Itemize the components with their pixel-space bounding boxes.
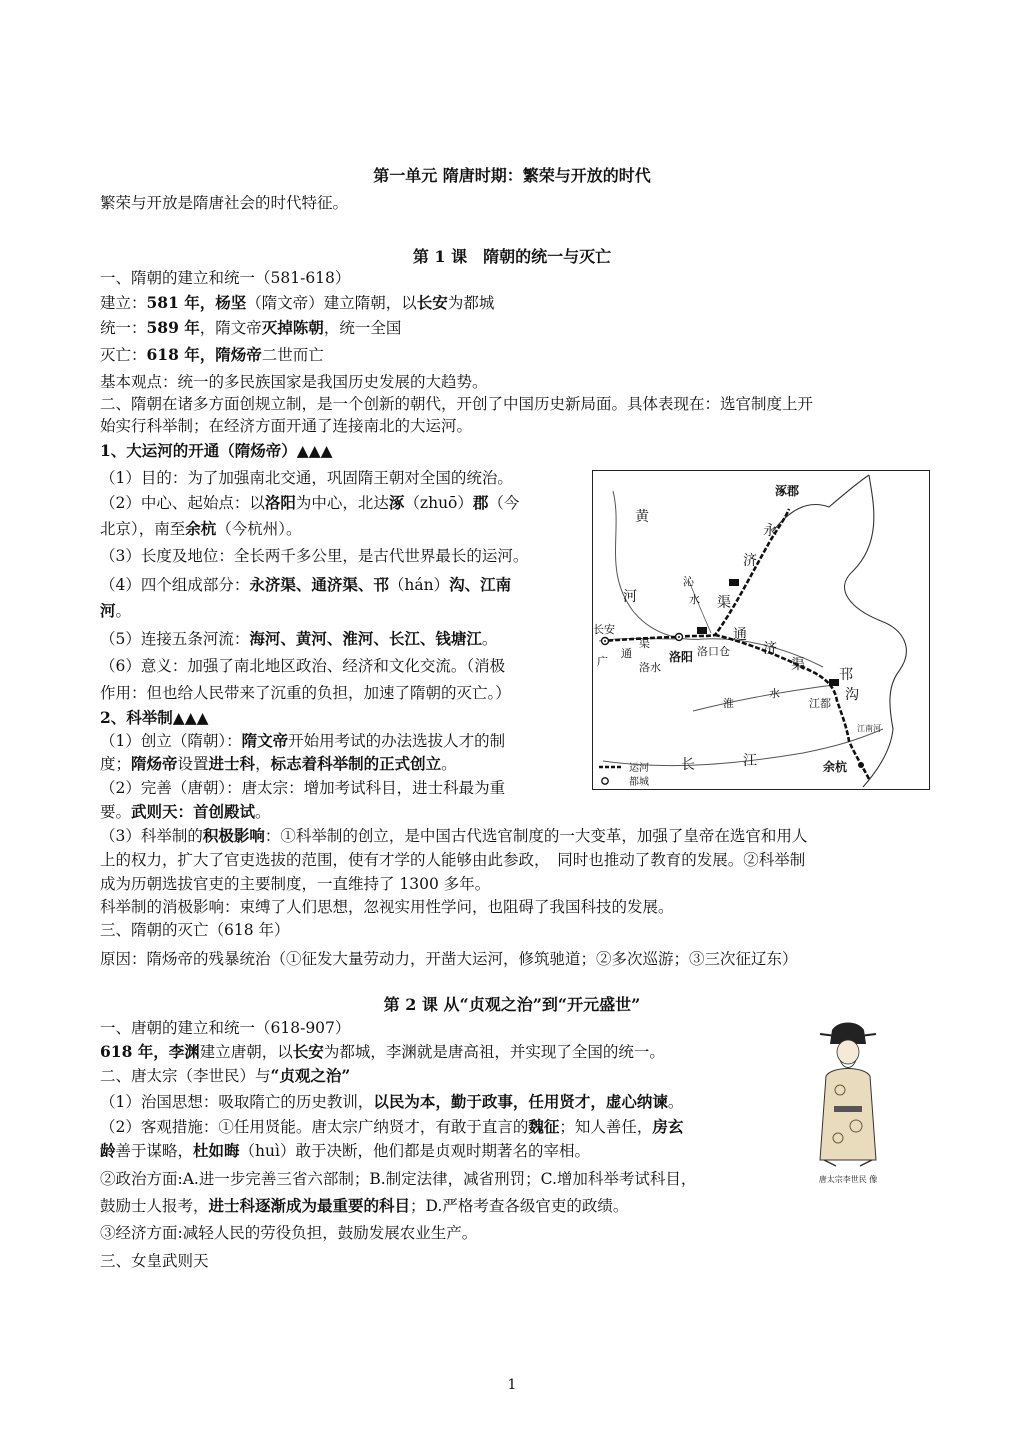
keju-positive-1: （3）科举制的积极影响：①科举制的创立，是中国古代选官制度的一大变革，加强了皇帝在选官和用人 <box>100 826 808 845</box>
tang-founding: 618 年，李渊建立唐朝，以长安为都城，李渊就是唐高祖，并实现了全国的统一。 <box>100 1042 665 1061</box>
feet <box>824 1160 872 1166</box>
lesson2-section1: 一、唐朝的建立和统一（618-907） <box>100 1019 351 1037</box>
canal-center: （2）中心、起始点：以洛阳为中心，北达涿（zhuō）郡（今 北京），南至余杭（今杭州）。 <box>100 493 520 538</box>
economic-measures: ③经济方面:减轻人民的劳役负担，鼓励发展农业生产。 <box>100 1224 478 1242</box>
coastline <box>773 475 906 787</box>
canal-north <box>601 509 789 641</box>
keju-improve-2: 要。武则天：首创殿试。 <box>100 802 271 821</box>
map-svg <box>593 471 929 789</box>
label-han: 邗 <box>839 667 853 683</box>
granary-icon <box>829 679 839 686</box>
page-number: 1 <box>507 1377 517 1393</box>
political-measures-2: 鼓励士人报考，进士科逐渐成为最重要的科目；D.严格考查各级官吏的政绩。 <box>100 1196 629 1215</box>
canal-parts: （4）四个组成部分：永济渠、通济渠、邗（hán）沟、江南 河。 <box>100 575 512 620</box>
sui-unification: 统一：589 年，隋文帝灭掉陈朝，统一全国 <box>100 318 402 337</box>
legend-capital-label: 都城 <box>629 777 649 788</box>
canal-purpose: （1）目的：为了加强南北交通，巩固隋王朝对全国的统治。 <box>100 469 513 487</box>
label-qin-shui: 水 <box>689 593 700 606</box>
belt-shape <box>834 1106 862 1112</box>
keju-creation-1: （1）创立（隋朝）：隋文帝开始用考试的办法选拔人才的制 <box>100 731 506 750</box>
qin-river <box>689 581 711 633</box>
label-zhuojun: 涿郡 <box>775 484 800 498</box>
unit-intro: 繁荣与开放是隋唐社会的时代特征。 <box>100 194 349 212</box>
label-jiangnanhe: 江南河 <box>857 724 881 733</box>
label-qu1: 渠 <box>717 595 731 611</box>
keju-heading: 2、科举制▲▲▲ <box>100 708 209 727</box>
label-chang: 长 <box>681 757 695 773</box>
keju-positive-3: 成为历朝选拔官吏的主要制度，一直维持了 1300 多年。 <box>100 875 491 893</box>
keju-positive-2: 上的权力，扩大了官吏选拔的范围，使有才学的人能够由此参政， 同时也推动了教育的发展。②科举制 <box>100 851 806 869</box>
label-qu3: 渠 <box>791 657 805 673</box>
legend-capital-marker <box>602 778 608 784</box>
unit-title: 第一单元 隋唐时期：繁荣与开放的时代 <box>373 166 651 185</box>
label-luokoucang: 洛口仓 <box>697 645 730 658</box>
political-measures-1: ②政治方面:A.进一步完善三省六部制；B.制定法律，减省刑罚；C.增加科举考试科目， <box>100 1170 697 1188</box>
keju-creation-2: 度；隋炀帝设置进士科，标志着科举制的正式创立。 <box>100 754 457 773</box>
lesson2-section2: 二、唐太宗（李世民）与“贞观之治” <box>100 1066 351 1085</box>
measures-2: 龄善于谋略，杜如晦（huì）敢于决断，他们都是贞观时期著名的宰相。 <box>100 1141 590 1160</box>
granary-icon <box>729 579 739 586</box>
label-gou: 沟 <box>845 687 859 703</box>
sui-founding: 建立：581 年，杨坚（隋文帝）建立隋朝，以长安为都城 <box>100 293 495 312</box>
lesson2-section3: 三、女皇武则天 <box>100 1252 209 1270</box>
label-tong1: 通 <box>621 647 632 660</box>
canal-significance-2: 作用：但也给人民带来了沉重的负担，加速了隋朝的灭亡。） <box>100 684 511 702</box>
label-jiang: 江 <box>743 753 757 769</box>
sui-fall: 灭亡：618 年，隋炀帝二世而亡 <box>100 345 324 364</box>
canal-rivers: （5）连接五条河流：海河、黄河、淮河、长江、钱塘江。 <box>100 629 498 648</box>
label-ji2: 济 <box>763 641 777 657</box>
robe-shape <box>820 1069 876 1161</box>
portrait-svg <box>810 1020 886 1170</box>
label-changan: 长安 <box>593 623 615 636</box>
basic-view: 基本观点：统一的多民族国家是我国历史发展的大趋势。 <box>100 373 488 391</box>
lesson1-section3: 三、隋朝的灭亡（618 年） <box>100 921 290 939</box>
label-jiangdu: 江都 <box>809 697 831 710</box>
keju-negative: 科举制的消极影响：束缚了人们思想，忽视实用性学问，也阻碍了我国科技的发展。 <box>100 898 674 916</box>
label-huang: 黄 <box>635 509 649 525</box>
label-yong: 永 <box>763 523 777 539</box>
governing-ideas: （1）治国思想：吸取隋亡的历史教训，以民为本，勤于政事，任用贤才，虚心纳谏。 <box>100 1092 684 1111</box>
lesson1-section1: 一、隋朝的建立和统一（581-618） <box>100 269 351 287</box>
yuhang-marker <box>858 762 864 768</box>
label-ji1: 济 <box>743 553 757 569</box>
label-guang: 广 <box>597 655 608 668</box>
portrait-caption: 唐太宗李世民 像 <box>818 1175 878 1184</box>
luoyang-dot <box>678 636 680 638</box>
label-luoshui: 洛水 <box>639 661 661 674</box>
lesson2-title: 第 2 课 从“贞观之治”到“开元盛世” <box>383 995 641 1014</box>
label-yuhang: 余杭 <box>823 760 848 774</box>
lesson1-title: 第 1 课 隋朝的统一与灭亡 <box>412 247 612 266</box>
legend-canal-label: 运河 <box>629 763 649 774</box>
grand-canal-map <box>592 470 930 790</box>
changan-dot <box>604 640 606 642</box>
label-tong2: 通 <box>733 627 747 643</box>
granary-icon <box>697 627 707 634</box>
canal-heading: 1、大运河的开通（隋炀帝）▲▲▲ <box>100 441 333 460</box>
tang-taizong-portrait <box>810 1020 886 1186</box>
measures-1: （2）客观措施：①任用贤能。唐太宗广纳贤才，有敢于直言的魏征；知人善任，房玄 <box>100 1117 684 1136</box>
lesson1-section2-line1: 二、隋朝在诸多方面创规立制，是一个创新的朝代，开创了中国历史新局面。具体表现在：选官制度上开 <box>100 395 814 413</box>
label-huai: 淮 <box>723 697 734 710</box>
canal-significance-1: （6）意义：加强了南北地区政治、经济和文化交流。（消极 <box>100 657 506 675</box>
label-he: 河 <box>623 589 637 605</box>
sui-fall-reason: 原因：隋炀帝的残暴统治（①征发大量劳动力，开凿大运河，修筑驰道；②多次巡游；③三次征辽东） <box>100 950 798 968</box>
lesson1-section2-line2: 始实行科举制；在经济方面开通了连接南北的大运河。 <box>100 417 473 435</box>
label-huai-shui: 水 <box>769 687 780 700</box>
keju-improve-1: （2）完善（唐朝）：唐太宗：增加考试科目，进士科最为重 <box>100 779 506 797</box>
canal-length: （3）长度及地位：全长两千多公里，是古代世界最长的运河。 <box>100 547 529 565</box>
label-luoyang: 洛阳 <box>669 650 694 664</box>
label-qin: 沁 <box>683 575 694 588</box>
label-qu2: 渠 <box>639 637 650 650</box>
